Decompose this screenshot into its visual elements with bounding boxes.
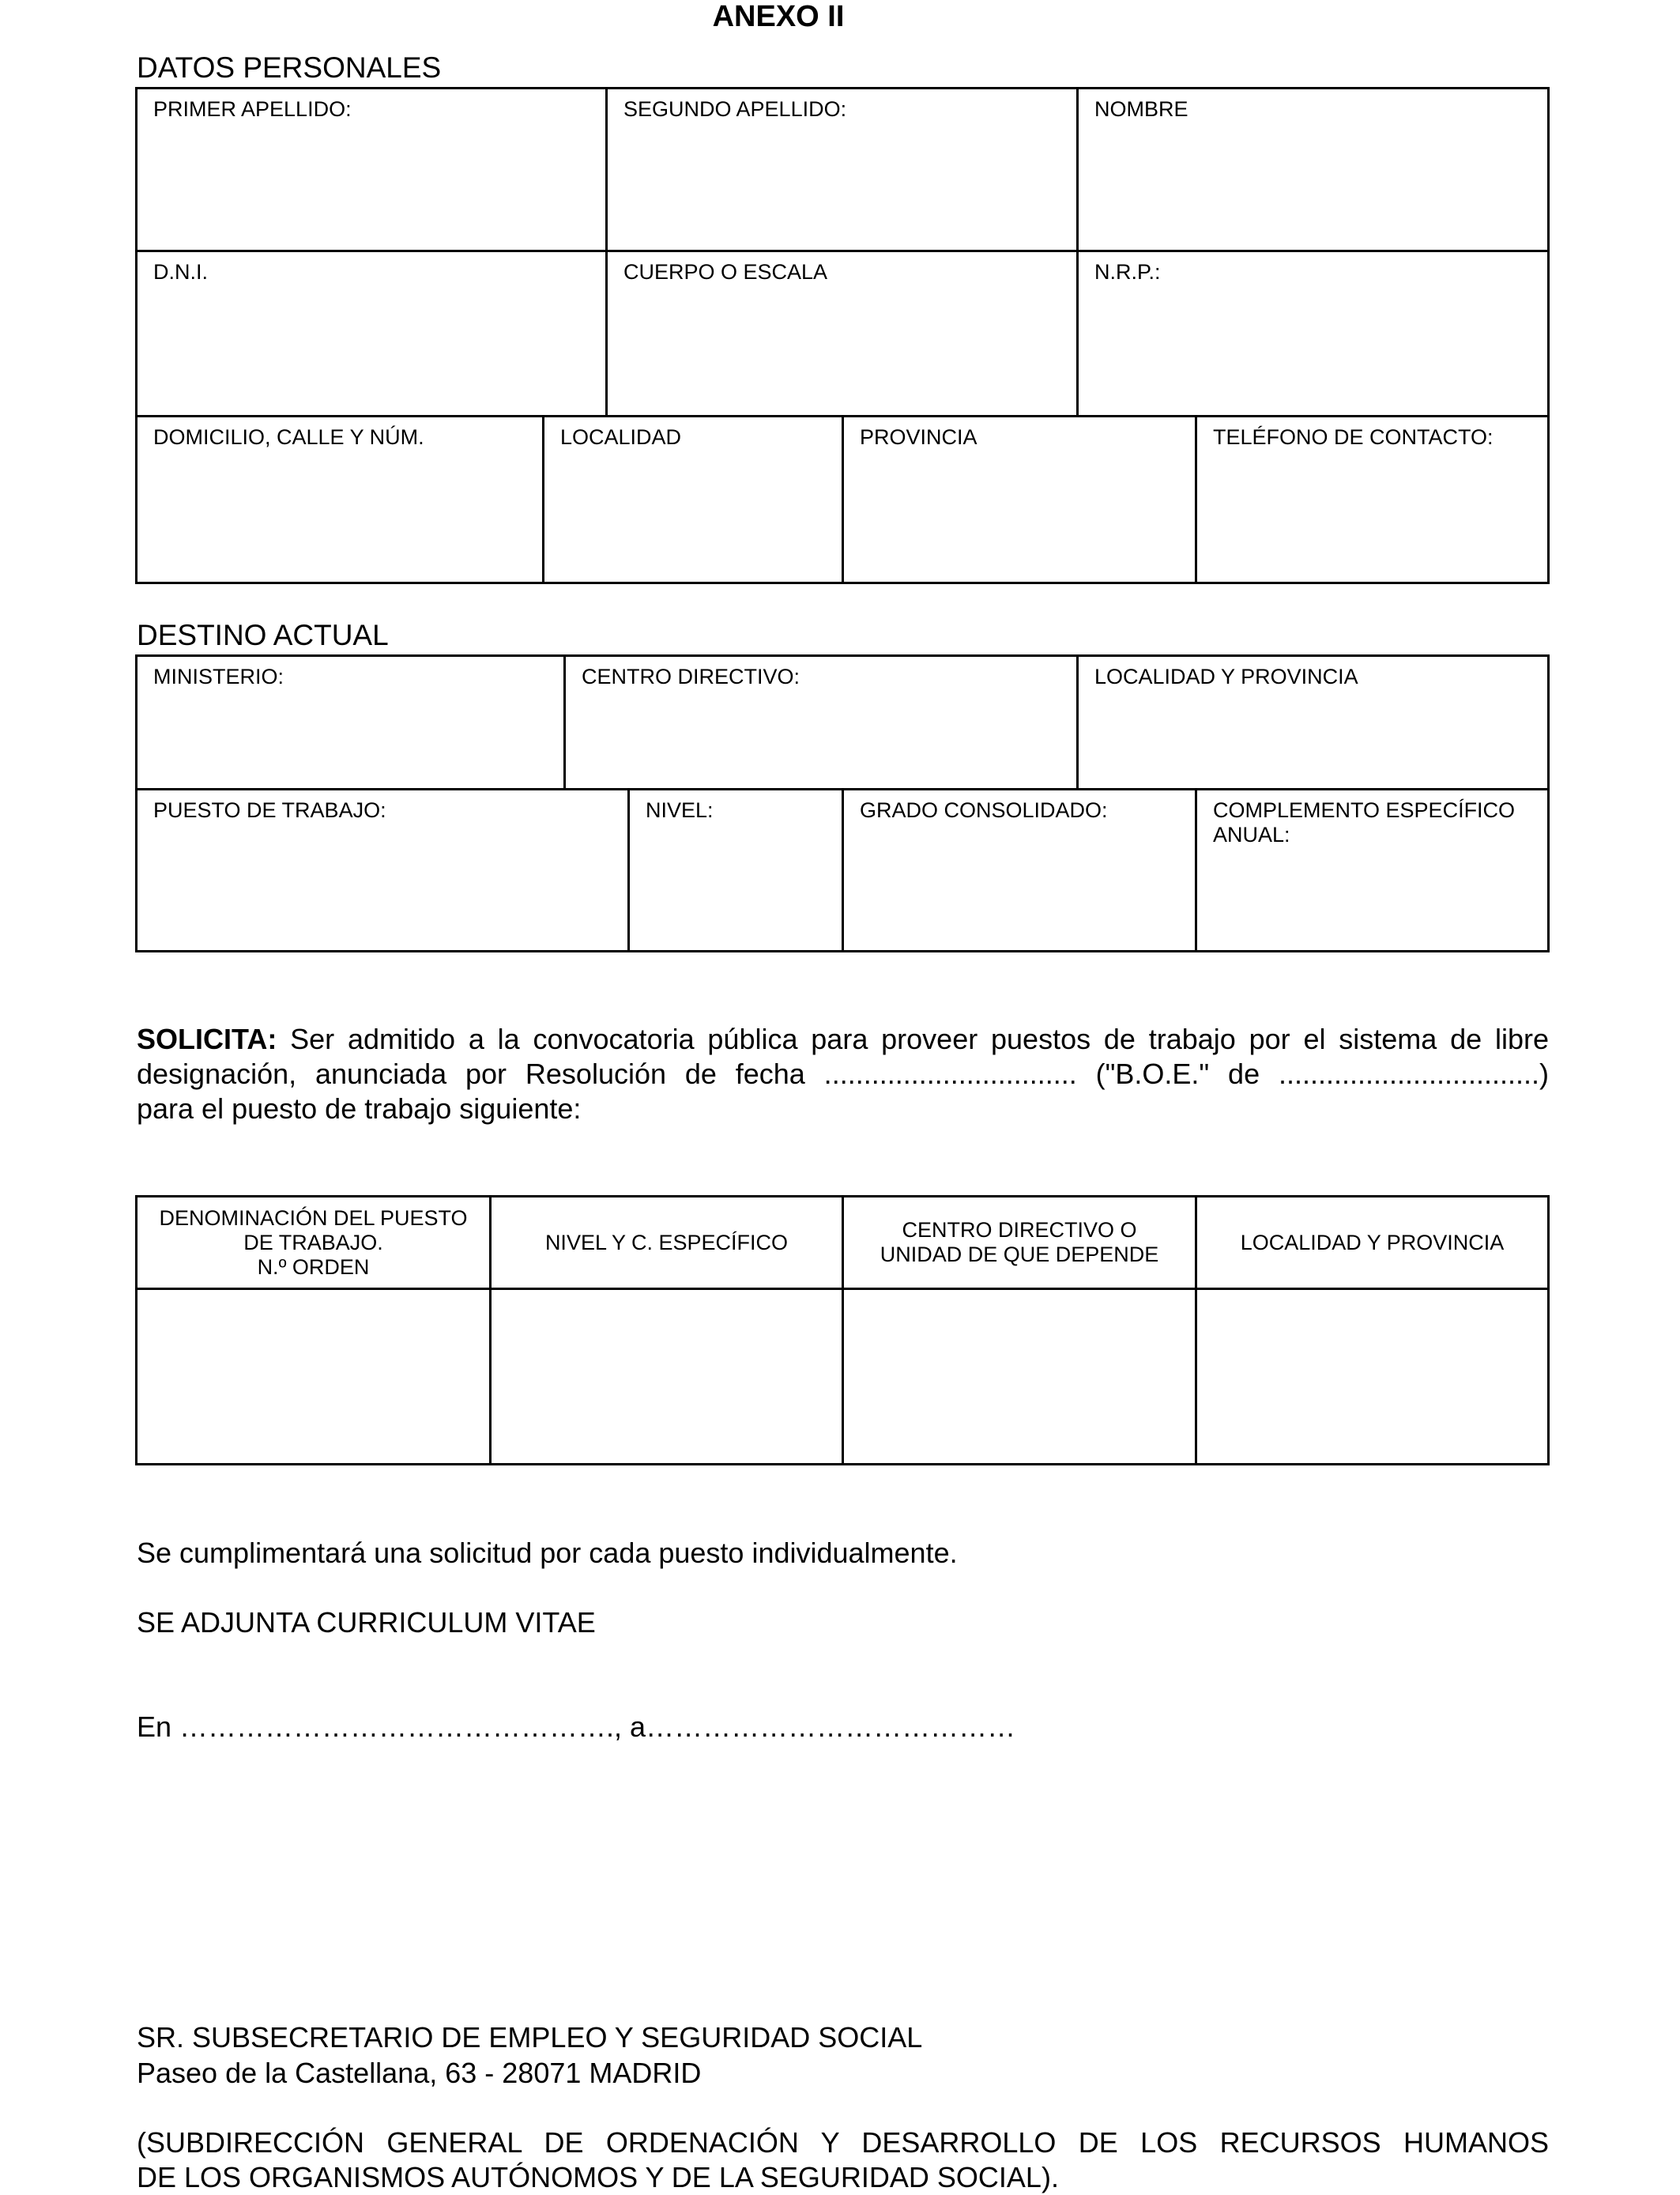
individual-note: Se cumplimentará una solicitud por cada puesto individualmente. bbox=[137, 1537, 958, 1569]
field-label: PUESTO DE TRABAJO: bbox=[153, 798, 386, 822]
curriculum-note: SE ADJUNTA CURRICULUM VITAE bbox=[137, 1606, 596, 1639]
subdireccion-line-1: (SUBDIRECCIÓN GENERAL DE ORDENACIÓN Y DESARROLLO DE LOS RECURSOS HUMANOS bbox=[137, 2126, 1549, 2159]
field-label: NOMBRE bbox=[1094, 97, 1188, 121]
table-cell-denominacion[interactable] bbox=[135, 1288, 492, 1465]
field-label: NIVEL: bbox=[646, 798, 714, 822]
header-text: NIVEL Y C. ESPECÍFICO bbox=[544, 1230, 789, 1254]
header-subtext: N.º ORDEN bbox=[257, 1254, 370, 1279]
ministerio-field[interactable] bbox=[135, 654, 566, 790]
telefono-field[interactable] bbox=[1195, 415, 1550, 584]
field-label: DOMICILIO, CALLE Y NÚM. bbox=[153, 425, 424, 449]
table-header-localidad bbox=[1195, 1195, 1550, 1290]
header-text: DENOMINACIÓN DEL PUESTO DE TRABAJO. bbox=[159, 1205, 468, 1254]
domicilio-field[interactable] bbox=[135, 415, 544, 584]
field-label: CENTRO DIRECTIVO: bbox=[582, 665, 800, 688]
field-label: GRADO CONSOLIDADO: bbox=[860, 798, 1108, 822]
segundo-apellido-field[interactable] bbox=[605, 87, 1079, 252]
table-header-denominacion bbox=[135, 1195, 492, 1290]
puesto-trabajo-field[interactable] bbox=[135, 788, 630, 952]
header-text: CENTRO DIRECTIVO O UNIDAD DE QUE DEPENDE bbox=[880, 1218, 1159, 1266]
solicita-label: SOLICITA: bbox=[137, 1023, 277, 1055]
field-label: N.R.P.: bbox=[1094, 260, 1161, 284]
field-label: SEGUNDO APELLIDO: bbox=[623, 97, 847, 121]
solicita-paragraph bbox=[137, 1022, 1549, 1126]
addressee-line-1: SR. SUBSECRETARIO DE EMPLEO Y SEGURIDAD SOCIAL bbox=[137, 2021, 923, 2054]
solicita-text-1: Ser admitido a la convocatoria pública para proveer puestos de trabajo por el sistema de libre bbox=[290, 1023, 1549, 1055]
field-label: LOCALIDAD Y PROVINCIA bbox=[1094, 665, 1358, 688]
cuerpo-escala-field[interactable] bbox=[605, 250, 1079, 417]
primer-apellido-field[interactable] bbox=[135, 87, 608, 252]
table-header-nivel bbox=[489, 1195, 844, 1290]
header-text: LOCALIDAD Y PROVINCIA bbox=[1240, 1230, 1505, 1254]
solicita-line-1 bbox=[137, 1022, 1549, 1057]
complemento-especifico-field[interactable] bbox=[1195, 788, 1550, 952]
centro-directivo-field[interactable] bbox=[563, 654, 1079, 790]
table-cell-localidad[interactable] bbox=[1195, 1288, 1550, 1465]
solicita-line-3: para el puesto de trabajo siguiente: bbox=[137, 1092, 582, 1125]
field-label: D.N.I. bbox=[153, 260, 209, 284]
provincia-field[interactable] bbox=[842, 415, 1197, 584]
page-title: ANEXO II bbox=[712, 0, 845, 33]
field-label: LOCALIDAD bbox=[560, 425, 682, 449]
datos-personales-heading: DATOS PERSONALES bbox=[137, 51, 442, 84]
subdireccion-paragraph bbox=[137, 2125, 1549, 2195]
destino-actual-heading: DESTINO ACTUAL bbox=[137, 619, 389, 651]
field-label: COMPLEMENTO ESPECÍFICO ANUAL: bbox=[1213, 798, 1516, 847]
field-label: CUERPO O ESCALA bbox=[623, 260, 828, 284]
table-header-centro bbox=[842, 1195, 1197, 1290]
dni-field[interactable] bbox=[135, 250, 608, 417]
table-cell-nivel[interactable] bbox=[489, 1288, 844, 1465]
nrp-field[interactable] bbox=[1076, 250, 1550, 417]
field-label: MINISTERIO: bbox=[153, 665, 284, 688]
addressee-line-2: Paseo de la Castellana, 63 - 28071 MADRID bbox=[137, 2057, 702, 2089]
nombre-field[interactable] bbox=[1076, 87, 1550, 252]
table-cell-centro[interactable] bbox=[842, 1288, 1197, 1465]
localidad-field[interactable] bbox=[542, 415, 844, 584]
grado-consolidado-field[interactable] bbox=[842, 788, 1197, 952]
solicita-line-2: designación, anunciada por Resolución de fecha ................................ ("B.O.E." de .................................) bbox=[137, 1058, 1549, 1090]
subdireccion-line-2: DE LOS ORGANISMOS AUTÓNOMOS Y DE LA SEGURIDAD SOCIAL). bbox=[137, 2161, 1059, 2193]
place-date-line: En ………………………………………., a………………………………… bbox=[137, 1710, 1016, 1743]
field-label: PRIMER APELLIDO: bbox=[153, 97, 352, 121]
field-label: TELÉFONO DE CONTACTO: bbox=[1213, 425, 1494, 449]
localidad-provincia-field[interactable] bbox=[1076, 654, 1550, 790]
nivel-field[interactable] bbox=[627, 788, 844, 952]
field-label: PROVINCIA bbox=[860, 425, 977, 449]
